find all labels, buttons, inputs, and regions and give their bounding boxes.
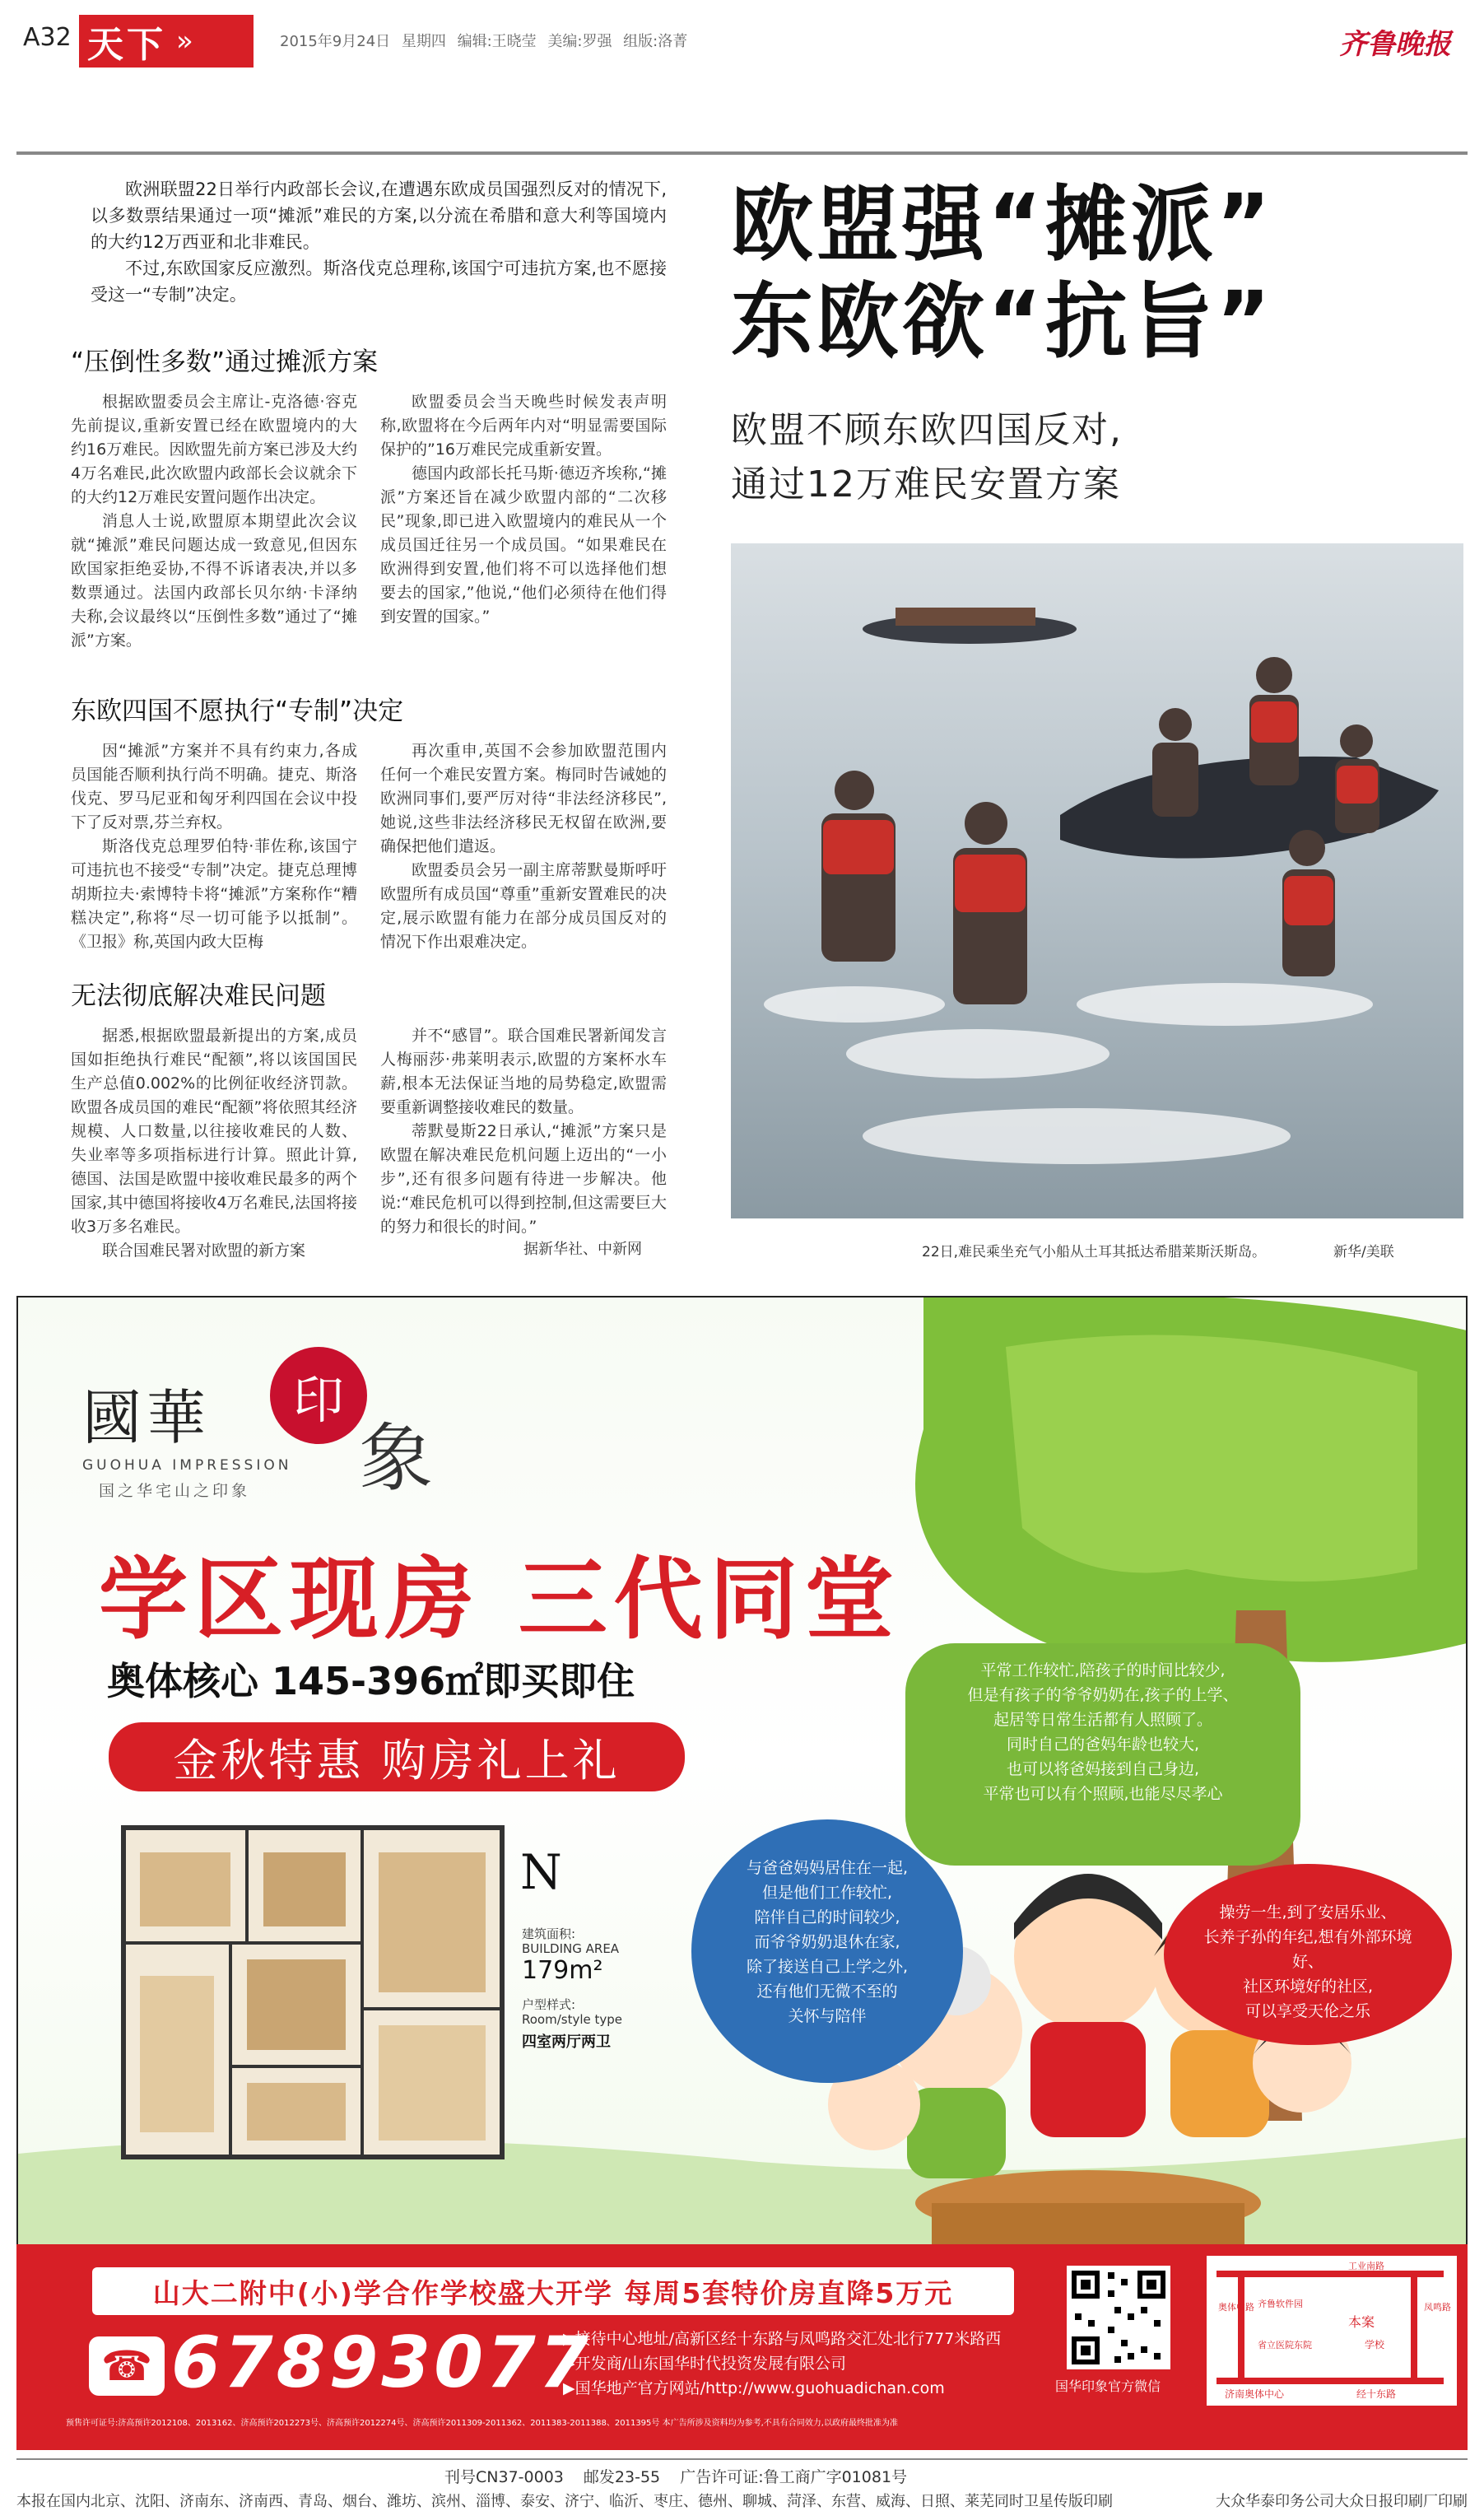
refugees-photo-illustration bbox=[731, 543, 1463, 1218]
headline-line: 东欧欲“抗旨” bbox=[731, 273, 1274, 370]
speech-bubble-child bbox=[691, 1819, 963, 2083]
article-column bbox=[380, 1024, 667, 1239]
section-title: 天下 bbox=[87, 24, 166, 66]
ad-info-line: ▶接待中心地址/高新区经十东路与凤鸣路交汇处北行777米路西 bbox=[563, 2330, 1002, 2348]
footer-print-sites: 本报在国内北京、沈阳、济南东、济南西、青岛、烟台、潍坊、滨州、淄博、泰安、济宁、临沂、枣庄、德州、聊城、菏泽、东营、威海、日照、莱芜同时卫星传版印刷 bbox=[16, 2493, 1113, 2510]
map-label: 工业南路 bbox=[1348, 2261, 1384, 2271]
ad-subtitle: 奥体核心 145-396㎡即买即住 bbox=[107, 1659, 635, 1703]
bubble-line: 与爸爸妈妈居住在一起, bbox=[746, 1859, 909, 1877]
map-label: 齐鲁软件园 bbox=[1258, 2299, 1303, 2309]
subheadline-line: 通过12万难民安置方案 bbox=[731, 464, 1121, 505]
bubble-line: 长养子孙的年纪,想有外部环境好、 bbox=[1203, 1928, 1412, 1971]
article-column bbox=[71, 739, 357, 954]
type-value: 四室两厅两卫 bbox=[522, 2033, 611, 2051]
bubble-line: 起居等日常生活都有人照顾了。 bbox=[993, 1711, 1212, 1729]
article-lede bbox=[91, 176, 667, 308]
map-label: 济南奥体中心 bbox=[1225, 2388, 1285, 2400]
article-paragraph: 根据欧盟委员会主席让-克洛德·容克先前提议,重新安置已经在欧盟境内的大约16万难民。因欧盟先前方案已涉及大约4万名难民,此次欧盟内政部长会议就余下的大约12万难民安置问题作出决定。 bbox=[71, 393, 357, 506]
headline bbox=[731, 176, 1273, 370]
masthead-divider bbox=[16, 151, 1468, 155]
map-label: 凤鸣路 bbox=[1424, 2302, 1451, 2313]
bubble-line: 而爷爷奶奶退休在家, bbox=[754, 1933, 900, 1951]
floor-plan bbox=[115, 1819, 510, 2165]
bubble-line: 还有他们无微不至的 bbox=[756, 1982, 898, 2001]
photo-credit: 新华/美联 bbox=[1333, 1244, 1394, 1260]
article-source: 据新华社、中新网 bbox=[523, 1241, 642, 1258]
article-paragraph: 联合国难民署对欧盟的新方案 bbox=[102, 1242, 306, 1260]
map-label: 经十东路 bbox=[1356, 2388, 1397, 2400]
location-map bbox=[1207, 2256, 1457, 2406]
area-label-en: BUILDING AREA bbox=[522, 1941, 620, 1956]
type-label-cn: 户型样式: bbox=[522, 1997, 576, 2012]
ad-promo-banner: 金秋特惠 购房礼上礼 bbox=[109, 1722, 685, 1791]
speech-bubble-grandparent bbox=[1164, 1864, 1452, 2045]
footer-printer: 大众华泰印务公司大众日报印刷厂印刷 bbox=[1216, 2493, 1468, 2510]
bubble-line: 但是有孩子的爷爷奶奶在,孩子的上学、 bbox=[967, 1686, 1239, 1704]
section-heading: “压倒性多数”通过摊派方案 bbox=[71, 347, 379, 377]
bubble-line: 但是他们工作较忙, bbox=[761, 1884, 893, 1902]
bubble-line: 陪伴自己的时间较少, bbox=[754, 1908, 900, 1926]
article-column bbox=[380, 739, 667, 954]
footer-ad-license: 广告许可证:鲁工商广字01081号 bbox=[680, 2468, 908, 2486]
section-arrow-icon: » bbox=[176, 25, 193, 58]
article-paragraph: 再次重申,英国不会参加欧盟范围内任何一个难民安置方案。梅同时告诫她的欧洲同事们,要严厉对待“非法经济移民”,她说,这些非法经济移民无权留在欧洲,要确保把他们遣返。 bbox=[380, 742, 667, 855]
article-paragraph: 德国内政部长托马斯·德迈齐埃称,“摊派”方案还旨在减少欧盟内部的“二次移民”现象,即已进入欧盟境内的难民从一个成员国迁往另一个成员国。“如果难民在欧洲得到安置,他们将不可以选择他们想要去的国家,”他说,“他们必须待在他们得到安置的国家。” bbox=[380, 464, 667, 626]
ad-info-line: ▶开发商/山东国华时代投资发展有限公司 bbox=[563, 2355, 847, 2373]
speech-bubble-parent bbox=[905, 1643, 1300, 1866]
section-heading: 无法彻底解决难民问题 bbox=[71, 981, 326, 1011]
area-label bbox=[522, 1926, 619, 1956]
ad-info-line: ▶国华地产官方网站/http://www.guohuadichan.com bbox=[563, 2379, 945, 2397]
area-label-cn: 建筑面积: bbox=[522, 1926, 576, 1941]
section-label bbox=[79, 15, 254, 68]
bubble-line: 可以享受天伦之乐 bbox=[1244, 2002, 1370, 2020]
article-paragraph: 并不“感冒”。联合国难民署新闻发言人梅丽莎·弗莱明表示,欧盟的方案杯水车薪,根本无法保证当地的局势稳定,欧盟需要重新调整接收难民的数量。 bbox=[380, 1027, 667, 1116]
subheadline-line: 欧盟不顾东欧四国反对, bbox=[731, 409, 1123, 451]
ad-brand-char: 象 bbox=[359, 1415, 433, 1502]
article-column bbox=[71, 390, 357, 653]
article-paragraph: 欧盟委员会另一副主席蒂默曼斯呼吁欧盟所有成员国“尊重”重新安置难民的决定,展示欧盟有能力在部分成员国反对的情况下作出艰难决定。 bbox=[380, 861, 667, 951]
qr-code bbox=[1067, 2266, 1170, 2369]
ad-phone-number: 67893077 bbox=[171, 2322, 592, 2404]
lede-paragraph: 欧洲联盟22日举行内政部长会议,在遭遇东欧成员国强烈反对的情况下,以多数票结果通过一项“摊派”难民的方案,以分流在希腊和意大利等国境内的大约12万西亚和北非难民。 bbox=[91, 179, 667, 252]
article-paragraph: 因“摊派”方案并不具有约束力,各成员国能否顺利执行尚不明确。捷克、斯洛伐克、罗马尼亚和匈牙利四国在会议中投下了反对票,芬兰弃权。 bbox=[71, 742, 357, 832]
article-paragraph: 蒂默曼斯22日承认,“摊派”方案只是欧盟在解决难民危机问题上迈出的“一小步”,还有很多问题有待进一步解决。他说:“难民危机可以得到控制,但这需要巨大的努力和很长的时间。” bbox=[380, 1122, 667, 1236]
type-label-en: Room/style type bbox=[522, 2012, 623, 2027]
map-label: 学校 bbox=[1365, 2339, 1385, 2350]
type-label bbox=[522, 1997, 622, 2027]
footer-divider bbox=[16, 2458, 1468, 2460]
bubble-line: 也可以将爸妈接到自己身边, bbox=[1006, 1760, 1200, 1778]
lede-paragraph: 不过,东欧国家反应激烈。斯洛伐克总理称,该国宁可违抗方案,也不愿接受这一“专制”决定。 bbox=[91, 259, 667, 305]
ad-slogan: 山大二附中(小)学合作学校盛大开学 每周5套特价房直降5万元 bbox=[92, 2267, 1014, 2315]
photo-caption: 22日,难民乘坐充气小船从土耳其抵达希腊莱斯沃斯岛。 bbox=[922, 1244, 1267, 1260]
north-compass-icon: N bbox=[520, 1844, 562, 1900]
floor-plan-drawing bbox=[115, 1819, 510, 2165]
article-paragraph: 斯洛伐克总理罗伯特·菲佐称,该国宁可违抗也不接受“专制”决定。捷克总理博胡斯拉夫·索博特卡将“摊派”方案称作“糟糕决定”,称将“尽一切可能予以抵制”。《卫报》称,英国内政大臣梅 bbox=[71, 837, 357, 951]
footer-issn: 刊号CN37-0003 bbox=[444, 2468, 564, 2486]
ad-brand-seal: 印 bbox=[270, 1347, 367, 1444]
section-heading: 东欧四国不愿执行“专制”决定 bbox=[71, 696, 404, 726]
footer-registration bbox=[444, 2465, 907, 2487]
ad-contact-info bbox=[563, 2327, 1001, 2401]
qr-code-pattern bbox=[1067, 2266, 1170, 2369]
article-paragraph: 据悉,根据欧盟最新提出的方案,成员国如拒绝执行难民“配额”,将以该国国民生产总值0.002%的比例征收经济罚款。欧盟各成员国的难民“配额”将依照其经济规模、人口数量,以往接收难民的人数、失业率等多项指标进行计算。照此计算,德国、法国是欧盟中接收难民最多的两个国家,其中德国将接收4万名难民,法国将接收3万多名难民。 bbox=[71, 1027, 357, 1236]
issue-meta: 2015年9月24日 星期四 编辑:王晓莹 美编:罗强 组版:洛菁 bbox=[280, 33, 688, 50]
phone-icon: ☎ bbox=[89, 2336, 165, 2396]
area-value: 179m² bbox=[522, 1956, 603, 1985]
qr-label: 国华印象官方微信 bbox=[1055, 2378, 1161, 2394]
newspaper-logo: 齐鲁晚报 bbox=[1339, 28, 1451, 61]
map-label: 省立医院东院 bbox=[1258, 2340, 1312, 2350]
bubble-line: 除了接送自己上学之外, bbox=[746, 1958, 909, 1976]
footer-postal: 邮发23-55 bbox=[583, 2468, 661, 2486]
ad-brand-name: 國華 bbox=[82, 1383, 212, 1452]
ad-brand-english: GUOHUA IMPRESSION bbox=[82, 1457, 292, 1474]
article-column bbox=[71, 1024, 357, 1263]
bubble-line: 社区环境好的社区, bbox=[1242, 1978, 1374, 1996]
map-label: 本案 bbox=[1348, 2314, 1375, 2330]
ad-title: 学区现房 三代同堂 bbox=[99, 1549, 900, 1651]
article-paragraph: 欧盟委员会当天晚些时候发表声明称,欧盟将在今后两年内对“明显需要国际保护的”16万难民完成重新安置。 bbox=[380, 393, 667, 459]
location-map-drawing bbox=[1208, 2257, 1452, 2401]
bubble-line: 关怀与陪伴 bbox=[788, 2007, 867, 2025]
article-column bbox=[380, 390, 667, 629]
subheadline bbox=[731, 403, 1123, 512]
bubble-line: 操劳一生,到了安居乐业、 bbox=[1219, 1903, 1397, 1922]
map-label: 奥体中路 bbox=[1218, 2302, 1254, 2313]
ad-brand-tagline: 国之华宅山之印象 bbox=[99, 1482, 251, 1500]
bubble-line: 平常也可以有个照顾,也能尽尽孝心 bbox=[983, 1785, 1223, 1803]
article-paragraph: 消息人士说,欧盟原本期望此次会议就“摊派”难民问题达成一致意见,但因东欧国家拒绝妥协,不得不诉诸表决,并以多数票通过。法国内政部长贝尔纳·卡泽纳夫称,会议最终以“压倒性多数”通过了“摊派”方案。 bbox=[71, 512, 357, 650]
ad-fine-print: 预售许可证号:济高预许2012108、2013162、济高预许2012273号、济高预许2012274号、济高预许2011309-2011362、2011383-2011388、2011395号 本广告所涉及资料均为参考,不具有合同效力,以政府最终批准为准 bbox=[66, 2419, 898, 2428]
page-number: A32 bbox=[23, 23, 72, 52]
bubble-line: 平常工作较忙,陪孩子的时间比较少, bbox=[980, 1661, 1226, 1679]
headline-line: 欧盟强“摊派” bbox=[731, 176, 1274, 273]
news-photo bbox=[731, 543, 1463, 1218]
bubble-line: 同时自己的爸妈年龄也较大, bbox=[1006, 1735, 1200, 1754]
